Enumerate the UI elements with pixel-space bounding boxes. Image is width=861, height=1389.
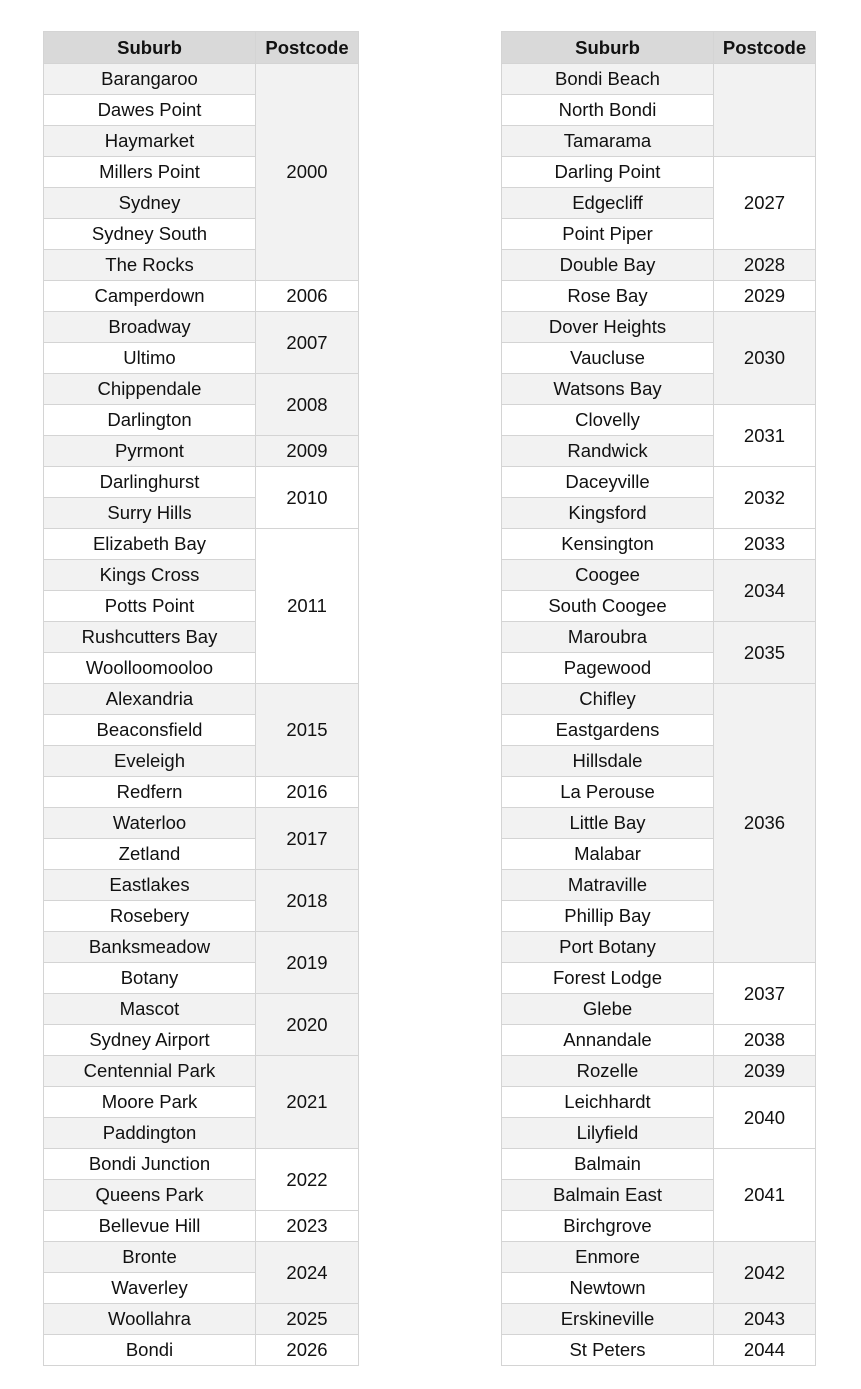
suburb-cell: Centennial Park — [44, 1056, 256, 1087]
suburb-cell: Zetland — [44, 839, 256, 870]
postcode-cell: 2039 — [714, 1056, 816, 1087]
suburb-cell: Dawes Point — [44, 95, 256, 126]
postcode-cell: 2010 — [256, 467, 359, 529]
table-row — [44, 808, 359, 839]
suburb-cell: Mascot — [44, 994, 256, 1025]
postcode-cell: 2026 — [256, 1335, 359, 1366]
table-row — [44, 436, 359, 467]
postcode-cell: 2018 — [256, 870, 359, 932]
postcode-column-header: Postcode — [256, 32, 359, 64]
suburb-cell: Woollahra — [44, 1304, 256, 1335]
suburb-cell: Double Bay — [502, 250, 714, 281]
postcode-cell: 2030 — [714, 312, 816, 405]
suburb-cell: Surry Hills — [44, 498, 256, 529]
postcode-cell: 2019 — [256, 932, 359, 994]
table-row — [44, 777, 359, 808]
suburb-cell: Balmain East — [502, 1180, 714, 1211]
suburb-cell: Bondi Beach — [502, 64, 714, 95]
suburb-cell: Paddington — [44, 1118, 256, 1149]
postcode-cell: 2021 — [256, 1056, 359, 1149]
suburb-cell: Millers Point — [44, 157, 256, 188]
table-row — [44, 994, 359, 1025]
suburb-cell: Kensington — [502, 529, 714, 560]
suburb-cell: La Perouse — [502, 777, 714, 808]
postcode-cell: 2000 — [256, 64, 359, 281]
table-row — [44, 467, 359, 498]
suburb-cell: Bondi — [44, 1335, 256, 1366]
table-row — [44, 1149, 359, 1180]
suburb-cell: Newtown — [502, 1273, 714, 1304]
suburb-cell: Kingsford — [502, 498, 714, 529]
postcode-cell: 2036 — [714, 684, 816, 963]
postcode-cell — [714, 64, 816, 157]
suburb-cell: Clovelly — [502, 405, 714, 436]
table-row — [502, 1025, 816, 1056]
suburb-cell: Randwick — [502, 436, 714, 467]
suburb-cell: Sydney — [44, 188, 256, 219]
suburb-cell: Eveleigh — [44, 746, 256, 777]
postcode-cell: 2022 — [256, 1149, 359, 1211]
suburb-cell: Rose Bay — [502, 281, 714, 312]
postcode-cell: 2032 — [714, 467, 816, 529]
table-row — [502, 1087, 816, 1118]
suburb-cell: Sydney South — [44, 219, 256, 250]
suburb-cell: Bondi Junction — [44, 1149, 256, 1180]
suburb-cell: Moore Park — [44, 1087, 256, 1118]
left-table-body — [44, 64, 359, 1366]
table-row — [502, 529, 816, 560]
table-row — [44, 1211, 359, 1242]
suburb-cell: Pyrmont — [44, 436, 256, 467]
suburb-cell: Redfern — [44, 777, 256, 808]
postcode-cell: 2009 — [256, 436, 359, 467]
suburb-cell: Daceyville — [502, 467, 714, 498]
table-row — [502, 1242, 816, 1273]
suburb-cell: Erskineville — [502, 1304, 714, 1335]
suburb-cell: Waverley — [44, 1273, 256, 1304]
postcode-cell: 2023 — [256, 1211, 359, 1242]
suburb-cell: Port Botany — [502, 932, 714, 963]
suburb-cell: North Bondi — [502, 95, 714, 126]
postcode-cell: 2028 — [714, 250, 816, 281]
table-header-row — [502, 32, 816, 64]
table-row — [502, 1335, 816, 1366]
table-row — [502, 560, 816, 591]
table-header-row — [44, 32, 359, 64]
table-row — [502, 622, 816, 653]
table-row — [502, 1304, 816, 1335]
suburb-cell: Sydney Airport — [44, 1025, 256, 1056]
table-row — [502, 405, 816, 436]
postcode-cell: 2008 — [256, 374, 359, 436]
table-row — [502, 467, 816, 498]
suburb-cell: The Rocks — [44, 250, 256, 281]
table-row — [502, 64, 816, 95]
suburb-cell: South Coogee — [502, 591, 714, 622]
postcode-cell: 2027 — [714, 157, 816, 250]
suburb-cell: Bellevue Hill — [44, 1211, 256, 1242]
postcode-column-header: Postcode — [714, 32, 816, 64]
suburb-cell: Leichhardt — [502, 1087, 714, 1118]
postcode-cell: 2031 — [714, 405, 816, 467]
suburb-cell: Darlington — [44, 405, 256, 436]
postcode-cell: 2024 — [256, 1242, 359, 1304]
right-table-body — [502, 64, 816, 1366]
suburb-cell: Banksmeadow — [44, 932, 256, 963]
postcode-cell: 2006 — [256, 281, 359, 312]
suburb-cell: Rozelle — [502, 1056, 714, 1087]
postcode-cell: 2017 — [256, 808, 359, 870]
suburb-cell: Enmore — [502, 1242, 714, 1273]
suburb-cell: Camperdown — [44, 281, 256, 312]
suburb-cell: Darlinghurst — [44, 467, 256, 498]
suburb-cell: Phillip Bay — [502, 901, 714, 932]
suburb-cell: Watsons Bay — [502, 374, 714, 405]
suburb-cell: Point Piper — [502, 219, 714, 250]
table-row — [44, 64, 359, 95]
postcode-cell: 2025 — [256, 1304, 359, 1335]
suburb-cell: St Peters — [502, 1335, 714, 1366]
suburb-cell: Rosebery — [44, 901, 256, 932]
table-row — [502, 250, 816, 281]
suburb-cell: Forest Lodge — [502, 963, 714, 994]
suburb-cell: Broadway — [44, 312, 256, 343]
suburb-cell: Annandale — [502, 1025, 714, 1056]
table-row — [502, 312, 816, 343]
table-row — [44, 1242, 359, 1273]
suburb-cell: Pagewood — [502, 653, 714, 684]
suburb-cell: Elizabeth Bay — [44, 529, 256, 560]
postcode-cell: 2020 — [256, 994, 359, 1056]
suburb-cell: Lilyfield — [502, 1118, 714, 1149]
suburb-cell: Coogee — [502, 560, 714, 591]
suburb-cell: Eastlakes — [44, 870, 256, 901]
table-row — [44, 1304, 359, 1335]
table-row — [44, 932, 359, 963]
table-row — [44, 374, 359, 405]
postcode-cell: 2011 — [256, 529, 359, 684]
suburb-cell: Glebe — [502, 994, 714, 1025]
suburb-cell: Botany — [44, 963, 256, 994]
table-row — [502, 281, 816, 312]
suburb-cell: Ultimo — [44, 343, 256, 374]
suburb-cell: Little Bay — [502, 808, 714, 839]
suburb-cell: Matraville — [502, 870, 714, 901]
suburb-cell: Rushcutters Bay — [44, 622, 256, 653]
suburb-cell: Balmain — [502, 1149, 714, 1180]
suburb-cell: Chifley — [502, 684, 714, 715]
table-row — [502, 157, 816, 188]
suburb-cell: Woolloomooloo — [44, 653, 256, 684]
postcode-cell: 2007 — [256, 312, 359, 374]
suburb-cell: Malabar — [502, 839, 714, 870]
postcode-cell: 2034 — [714, 560, 816, 622]
suburb-cell: Barangaroo — [44, 64, 256, 95]
suburb-cell: Kings Cross — [44, 560, 256, 591]
suburb-cell: Dover Heights — [502, 312, 714, 343]
suburb-cell: Birchgrove — [502, 1211, 714, 1242]
suburb-cell: Bronte — [44, 1242, 256, 1273]
suburb-column-header: Suburb — [502, 32, 714, 64]
postcode-cell: 2040 — [714, 1087, 816, 1149]
suburb-cell: Vaucluse — [502, 343, 714, 374]
table-row — [502, 1149, 816, 1180]
postcode-cell: 2042 — [714, 1242, 816, 1304]
postcode-cell: 2029 — [714, 281, 816, 312]
suburb-column-header: Suburb — [44, 32, 256, 64]
suburb-cell: Edgecliff — [502, 188, 714, 219]
suburb-cell: Queens Park — [44, 1180, 256, 1211]
suburb-cell: Waterloo — [44, 808, 256, 839]
suburb-cell: Chippendale — [44, 374, 256, 405]
postcode-cell: 2035 — [714, 622, 816, 684]
suburb-cell: Alexandria — [44, 684, 256, 715]
table-row — [44, 281, 359, 312]
table-row — [44, 870, 359, 901]
postcode-cell: 2016 — [256, 777, 359, 808]
table-row — [44, 529, 359, 560]
postcode-cell: 2043 — [714, 1304, 816, 1335]
table-row — [502, 684, 816, 715]
suburb-cell: Hillsdale — [502, 746, 714, 777]
suburb-cell: Maroubra — [502, 622, 714, 653]
suburb-cell: Potts Point — [44, 591, 256, 622]
suburb-cell: Darling Point — [502, 157, 714, 188]
suburb-cell: Tamarama — [502, 126, 714, 157]
postcode-cell: 2038 — [714, 1025, 816, 1056]
table-row — [44, 312, 359, 343]
postcode-cell: 2015 — [256, 684, 359, 777]
left-postcode-table — [43, 31, 359, 1366]
table-row — [44, 684, 359, 715]
postcode-cell: 2037 — [714, 963, 816, 1025]
postcode-cell: 2044 — [714, 1335, 816, 1366]
table-row — [502, 963, 816, 994]
postcode-cell: 2041 — [714, 1149, 816, 1242]
suburb-cell: Beaconsfield — [44, 715, 256, 746]
table-row — [44, 1335, 359, 1366]
suburb-cell: Haymarket — [44, 126, 256, 157]
postcode-cell: 2033 — [714, 529, 816, 560]
table-row — [502, 1056, 816, 1087]
table-row — [44, 1056, 359, 1087]
right-postcode-table — [501, 31, 816, 1366]
suburb-cell: Eastgardens — [502, 715, 714, 746]
